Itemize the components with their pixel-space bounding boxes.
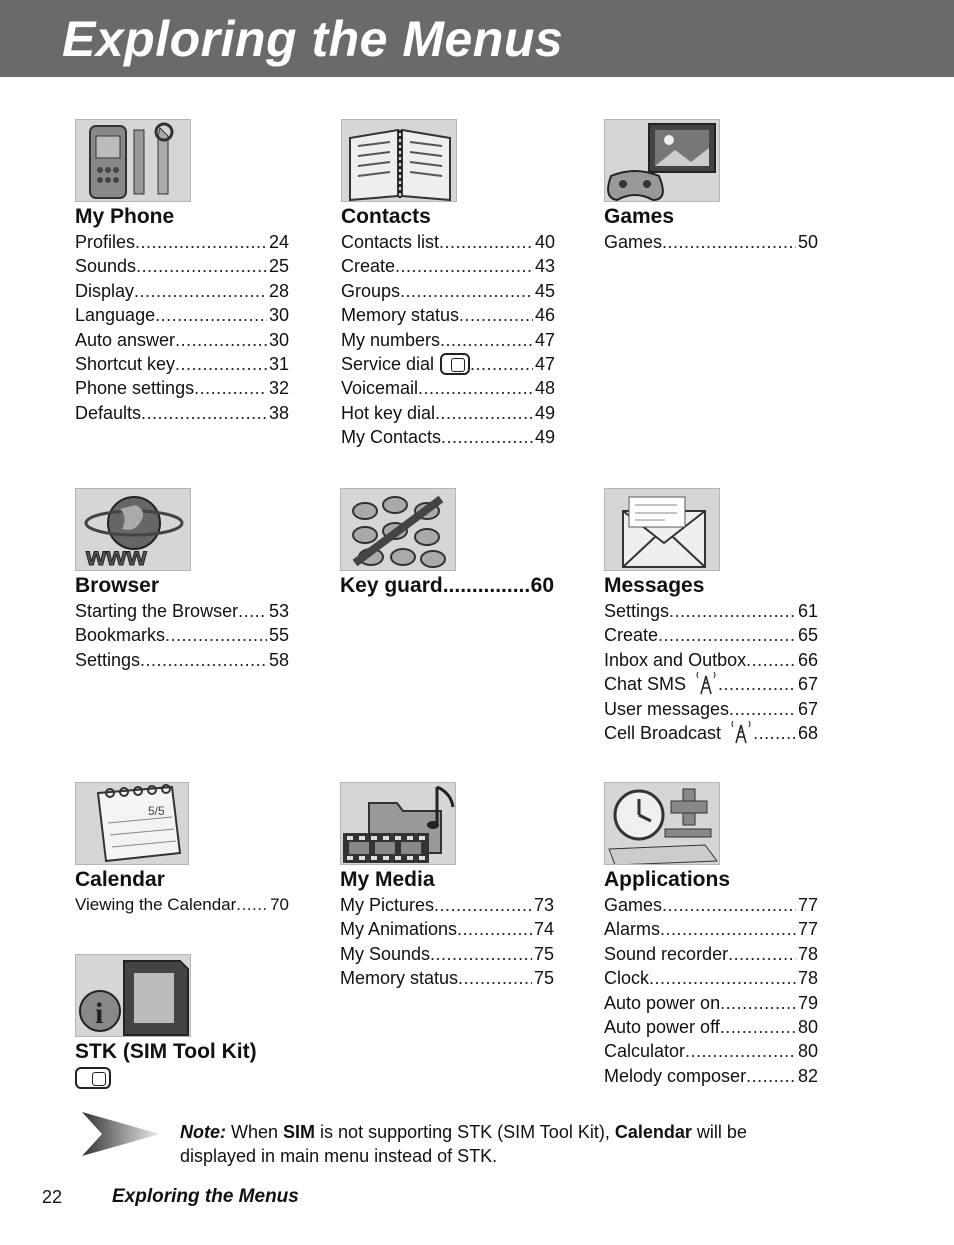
item-label: Contacts list: [341, 232, 440, 252]
section-title: Messages: [604, 574, 705, 597]
item-label: Voicemail: [341, 378, 419, 399]
menu-item[interactable]: [341, 230, 555, 254]
leader-dots: [728, 942, 796, 966]
item-label: Display: [75, 280, 135, 301]
item-label: Alarms: [604, 919, 661, 940]
item-page: 80: [797, 1041, 818, 1062]
menu-item[interactable]: [604, 966, 818, 990]
item-page: 70: [270, 895, 289, 914]
leader-dots: [443, 573, 529, 599]
item-label: Viewing the Calendar: [75, 895, 237, 914]
leader-dots: [236, 893, 268, 917]
leader-dots: [649, 966, 796, 990]
item-label-text: Chat SMS: [604, 674, 687, 695]
item-page: 67: [797, 674, 818, 695]
section-title: Contacts: [341, 205, 431, 228]
leader-dots: [400, 279, 533, 303]
menu-item[interactable]: [75, 303, 289, 327]
menu-item[interactable]: [75, 352, 289, 376]
note-text-part: is not supporting STK (SIM Tool Kit),: [315, 1122, 615, 1142]
menu-item[interactable]: [341, 254, 555, 278]
item-label: Defaults: [75, 402, 142, 423]
menu-item[interactable]: [75, 376, 289, 400]
leader-dots: [459, 303, 533, 327]
item-label: Auto answer: [75, 329, 176, 350]
menu-item[interactable]: [604, 942, 818, 966]
menu-list: [604, 230, 834, 254]
item-page: 53: [268, 601, 289, 621]
menu-item[interactable]: [75, 401, 289, 425]
item-label: Language: [75, 305, 156, 326]
section-my-phone: [75, 119, 305, 425]
item-page: 75: [533, 943, 554, 964]
leader-dots: [141, 401, 267, 425]
section-title: Calendar: [75, 868, 165, 891]
menu-item[interactable]: [604, 599, 818, 623]
menu-list: [341, 230, 571, 450]
section-title: Games: [604, 205, 675, 228]
item-page: 75: [533, 968, 554, 989]
item-page: 38: [268, 402, 289, 423]
item-page: 79: [797, 992, 818, 1013]
note-text: [180, 1120, 800, 1168]
note-calendar: Calendar: [614, 1122, 692, 1142]
section-title: Browser: [75, 574, 160, 597]
leader-dots: [441, 425, 533, 449]
item-label: Profiles: [75, 232, 136, 252]
menu-item[interactable]: [75, 254, 289, 278]
leader-dots: [685, 1039, 796, 1063]
section-contacts: [341, 119, 571, 450]
menu-item[interactable]: [341, 303, 555, 327]
item-page: 80: [797, 1016, 818, 1037]
menu-item[interactable]: [75, 648, 289, 672]
item-page: 77: [797, 895, 818, 915]
item-label: Clock: [604, 968, 650, 989]
item-page: 78: [797, 968, 818, 989]
leader-dots: [175, 328, 267, 352]
menu-item[interactable]: [341, 376, 555, 400]
menu-item[interactable]: [341, 401, 555, 425]
menu-item[interactable]: [604, 721, 818, 745]
leader-dots: [194, 376, 267, 400]
item-label: Melody composer: [604, 1065, 747, 1086]
menu-item[interactable]: [604, 1039, 818, 1063]
leader-dots: [669, 599, 796, 623]
section-browser: [75, 488, 305, 672]
item-page: 30: [268, 305, 289, 326]
item-page: 78: [797, 943, 818, 964]
menu-list: [604, 893, 834, 1088]
menu-item[interactable]: [341, 352, 555, 376]
envelope-icon: [604, 488, 720, 571]
item-page: 25: [268, 256, 289, 277]
item-label: Phone settings: [75, 378, 195, 399]
section-title: My Media: [340, 868, 435, 891]
section-messages: [604, 488, 834, 745]
menu-item[interactable]: [75, 279, 289, 303]
item-label: [341, 352, 470, 376]
leader-dots: [720, 991, 796, 1015]
address-book-icon: [341, 119, 457, 202]
section-title: STK (SIM Tool Kit): [75, 1040, 257, 1063]
item-label: My numbers: [341, 329, 441, 350]
leader-dots: [729, 697, 796, 721]
item-page: 48: [534, 378, 555, 399]
menu-item[interactable]: [341, 328, 555, 352]
item-label: Memory status: [341, 305, 460, 326]
item-label: Bookmarks: [75, 625, 166, 646]
item-label: [604, 721, 753, 745]
leader-dots: [140, 648, 267, 672]
item-page: 58: [268, 649, 289, 670]
menu-item[interactable]: [604, 623, 818, 647]
item-label: Shortcut key: [75, 353, 176, 374]
item-page: 50: [797, 232, 818, 252]
clock-calculator-icon: [604, 782, 720, 865]
item-page: 55: [268, 625, 289, 646]
leader-dots: [720, 1015, 796, 1039]
globe-www-icon: [75, 488, 191, 571]
item-label: My Contacts: [341, 427, 442, 448]
menu-item[interactable]: [340, 917, 554, 941]
leader-dots: [418, 376, 533, 400]
item-page: 46: [534, 305, 555, 326]
item-label: Auto power on: [604, 992, 721, 1013]
item-label: Create: [341, 256, 396, 277]
item-label: Auto power off: [604, 1016, 720, 1037]
menu-list: [75, 599, 305, 672]
item-label: My Sounds: [340, 943, 431, 964]
item-label: Inbox and Outbox: [604, 649, 747, 670]
leader-dots: [165, 623, 267, 647]
item-page: 61: [797, 601, 818, 621]
leader-dots: [718, 672, 796, 696]
sim-card-icon: [440, 353, 470, 375]
note-label: Note:: [180, 1122, 226, 1142]
leader-dots: [439, 230, 533, 254]
leader-dots: [458, 966, 532, 990]
leader-dots: [662, 230, 796, 254]
leader-dots: [658, 623, 796, 647]
leader-dots: [662, 893, 796, 917]
item-label: Memory status: [340, 968, 459, 989]
phone-tools-icon: [75, 119, 191, 202]
item-page: 40: [534, 232, 555, 252]
network-service-icon: [729, 721, 753, 745]
item-label-text: Cell Broadcast: [604, 722, 722, 743]
section-calendar: [75, 782, 305, 917]
leader-dots: [434, 893, 532, 917]
item-label: Settings: [75, 649, 141, 670]
leader-dots: [175, 352, 267, 376]
item-page: 49: [534, 402, 555, 423]
item-label: My Pictures: [340, 895, 435, 915]
item-page: 67: [797, 698, 818, 719]
network-service-icon: [694, 672, 718, 696]
section-games: [604, 119, 834, 254]
menu-list: [75, 893, 305, 917]
item-label: Sounds: [75, 256, 137, 277]
item-page: 60: [530, 574, 554, 597]
leader-dots: [746, 1064, 796, 1088]
menu-item[interactable]: [604, 1015, 818, 1039]
note-sim: SIM: [283, 1122, 316, 1142]
menu-item[interactable]: [604, 230, 818, 254]
key-lock-icon: [340, 488, 456, 571]
menu-item[interactable]: [75, 599, 289, 623]
item-page: 45: [534, 280, 555, 301]
item-page: 68: [797, 722, 818, 743]
item-label: Games: [604, 895, 663, 915]
item-label: Starting the Browser: [75, 601, 239, 621]
item-page: 24: [268, 232, 289, 252]
item-page: 82: [797, 1065, 818, 1086]
item-page: 28: [268, 280, 289, 301]
menu-item[interactable]: [604, 917, 818, 941]
leader-dots: [155, 303, 267, 327]
section-applications: [604, 782, 834, 1088]
item-label: Calculator: [604, 1041, 686, 1062]
game-controller-icon: [604, 119, 720, 202]
page-header: [0, 0, 954, 77]
item-label: Settings: [604, 601, 670, 621]
leader-dots: [430, 942, 532, 966]
page-number: 22: [42, 1187, 63, 1207]
item-label: Create: [604, 625, 659, 646]
item-label: Groups: [341, 280, 401, 301]
menu-item[interactable]: [341, 279, 555, 303]
item-label: Games: [604, 232, 663, 252]
media-folder-icon: [340, 782, 456, 865]
leader-dots: [746, 648, 796, 672]
note-text-part: will be displayed in main menu instead of STK.: [180, 1122, 747, 1166]
item-label: Hot key dial: [341, 402, 436, 423]
menu-item[interactable]: [604, 893, 818, 917]
menu-item[interactable]: [75, 623, 289, 647]
calendar-icon: [75, 782, 189, 865]
item-label: Sound recorder: [604, 943, 729, 964]
note-arrow-icon: [82, 1110, 162, 1160]
section-my-media: [340, 782, 570, 991]
item-page: 32: [268, 378, 289, 399]
section-stk: [75, 954, 335, 1089]
item-page: 31: [268, 353, 289, 374]
section-title: Key guard: [340, 574, 443, 597]
svg-text:i: i: [95, 997, 104, 1030]
item-label-text: Service dial: [341, 353, 435, 374]
sim-info-icon: [75, 954, 191, 1037]
menu-item[interactable]: [341, 425, 555, 449]
item-page: 43: [534, 256, 555, 277]
menu-item[interactable]: [75, 893, 289, 917]
menu-list: [340, 893, 570, 991]
menu-item[interactable]: [604, 672, 818, 696]
menu-item[interactable]: [340, 942, 554, 966]
item-page: 49: [534, 427, 555, 448]
leader-dots: [470, 352, 533, 376]
menu-item-key-guard[interactable]: [340, 573, 554, 599]
section-title: Applications: [604, 868, 731, 891]
item-page: 47: [534, 353, 555, 374]
footer-title: Exploring the Menus: [112, 1186, 299, 1207]
leader-dots: [435, 401, 533, 425]
item-page: 73: [533, 895, 554, 915]
menu-item[interactable]: [75, 230, 289, 254]
menu-list: [75, 230, 305, 425]
item-page: 65: [797, 625, 818, 646]
section-title: My Phone: [75, 205, 175, 228]
menu-item[interactable]: [604, 991, 818, 1015]
leader-dots: [136, 254, 267, 278]
leader-dots: [135, 230, 267, 254]
item-page: 77: [797, 919, 818, 940]
item-page: 74: [533, 919, 554, 940]
leader-dots: [238, 599, 267, 623]
menu-item[interactable]: [75, 328, 289, 352]
leader-dots: [134, 279, 267, 303]
note-text-part: When: [226, 1122, 284, 1142]
leader-dots: [660, 917, 796, 941]
menu-item[interactable]: [340, 966, 554, 990]
leader-dots: [440, 328, 533, 352]
leader-dots: [395, 254, 533, 278]
item-label: User messages: [604, 698, 730, 719]
page-title: Exploring the Menus: [62, 11, 564, 67]
sim-card-icon: [75, 1067, 111, 1089]
item-label: My Animations: [340, 919, 458, 940]
menu-item[interactable]: [340, 893, 554, 917]
menu-list: [604, 599, 834, 745]
menu-item[interactable]: [604, 697, 818, 721]
svg-text:www: www: [86, 541, 147, 571]
section-key-guard: [340, 488, 570, 599]
menu-item[interactable]: [604, 648, 818, 672]
menu-item[interactable]: [604, 1064, 818, 1088]
item-label: [604, 672, 718, 696]
svg-text:5/5: 5/5: [148, 804, 165, 818]
leader-dots: [753, 721, 796, 745]
item-page: 47: [534, 329, 555, 350]
item-page: 30: [268, 329, 289, 350]
item-page: 66: [797, 649, 818, 670]
leader-dots: [457, 917, 532, 941]
